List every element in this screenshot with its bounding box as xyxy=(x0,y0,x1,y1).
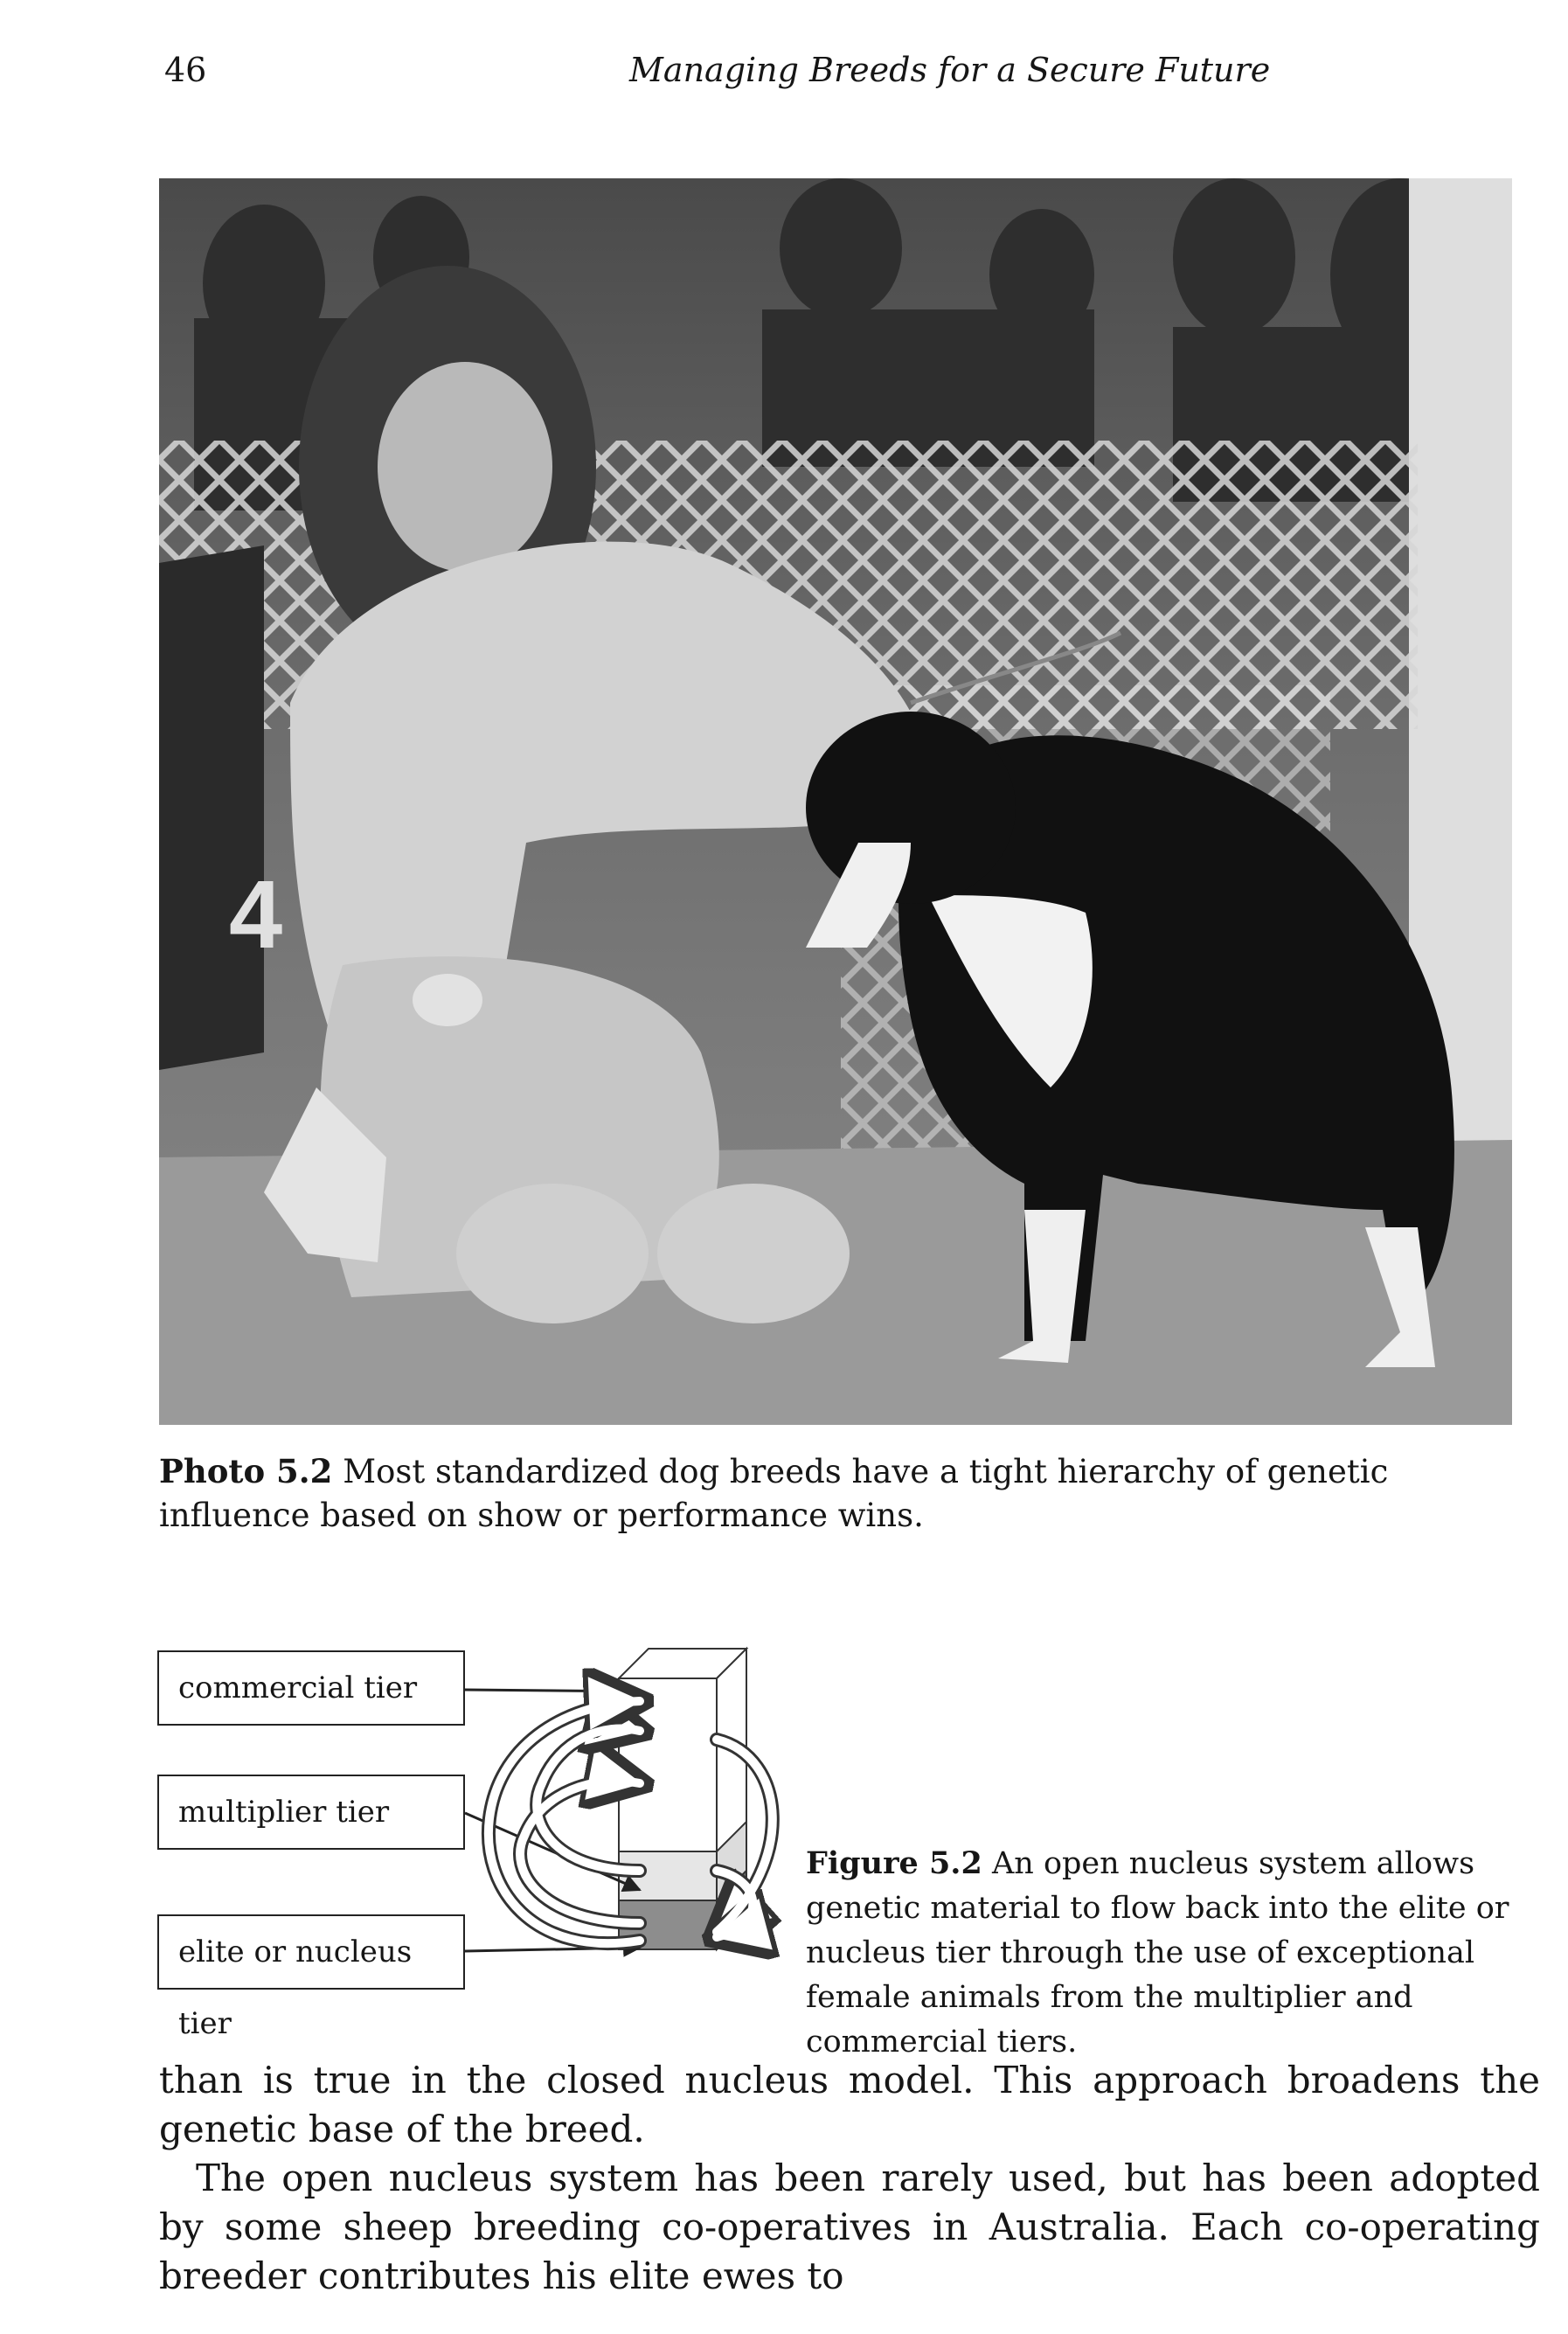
figure-caption-label: Figure 5.2 xyxy=(806,1845,982,1881)
tier-column-graphic xyxy=(157,1608,787,2046)
paragraph: than is true in the closed nucleus model. This approach broadens the genetic base of the breed. xyxy=(159,2059,1540,2150)
page-number: 46 xyxy=(164,51,207,89)
photo-caption-text: Most standardized dog breeds have a tight hierarchy of genetic influence based on show or performance wins. xyxy=(159,1453,1389,1534)
figure-caption xyxy=(806,1841,1531,2065)
photo-caption-label: Photo 5.2 xyxy=(159,1452,333,1490)
svg-text:4: 4 xyxy=(229,861,283,969)
paragraph: The open nucleus system has been rarely used, but has been adopted by some sheep breeding co-operatives in Australia. Each co-operating breeder contributes his elite ewes to xyxy=(159,2157,1540,2297)
figure-caption-text: An open nucleus system allows genetic material to flow back into the elite or nucleus tier through the use of exceptional female animals from the multiplier and commercial tiers. xyxy=(806,1846,1509,2060)
dog-show-photo xyxy=(159,178,1512,1425)
multiplier-tier-label: multiplier tier xyxy=(178,1795,390,1830)
commercial-tier-label: commercial tier xyxy=(178,1671,418,1705)
elite-tier-label: elite or nucleus tier xyxy=(178,1935,413,2041)
running-head xyxy=(0,51,1568,103)
running-title: Managing Breeds for a Secure Future xyxy=(629,51,1271,89)
photo-caption xyxy=(159,1449,1549,1538)
body-text xyxy=(159,2056,1540,2301)
open-nucleus-diagram xyxy=(157,1608,787,2046)
